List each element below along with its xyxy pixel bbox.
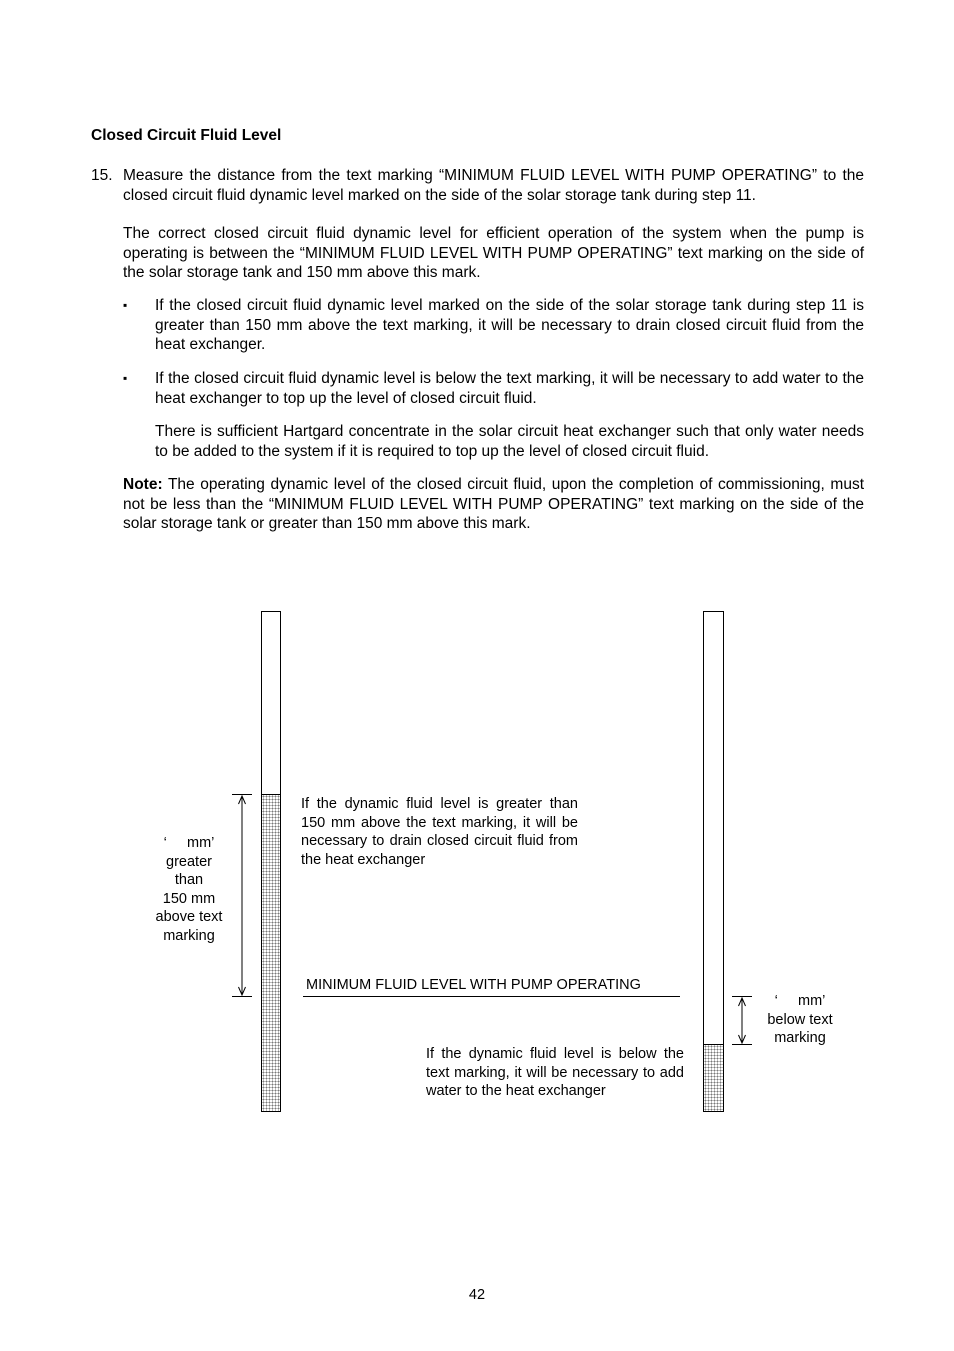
bullet-marker: ▪ — [123, 371, 128, 385]
left-dimension-label — [140, 834, 238, 946]
minimum-level-line — [303, 996, 680, 997]
right-dimension-label-line: marking — [774, 1030, 826, 1047]
section-heading: Closed Circuit Fluid Level — [91, 127, 282, 144]
right-dimension-label-line: below text — [767, 1011, 833, 1028]
minimum-level-marking-label: MINIMUM FLUID LEVEL WITH PUMP OPERATING — [306, 977, 641, 993]
bullet-drain-text: If the closed circuit fluid dynamic level marked on the side of the solar storage tank during step 11 is greater than 150 mm above the text marking, it will be necessary to drain closed circuit fluid from the heat exchanger. — [155, 297, 864, 353]
left-dimension-label-line: 150 mm — [162, 890, 216, 907]
bullet-followup-text: There is sufficient Hartgard concentrate in the solar circuit heat exchanger such that only water needs to be added to the system if it is required to top up the level of closed circuit fluid. — [155, 423, 864, 460]
correct-level-paragraph: The correct closed circuit fluid dynamic level for efficient operation of the system when the pump is operating is between the “MINIMUM FLUID LEVEL WITH PUMP OPERATING” text marking on the side of the solar storage tank and 150 mm above this mark. — [123, 225, 864, 281]
bullet-add-water-text: If the closed circuit fluid dynamic level is below the text marking, it will be necessary to add water to the heat exchanger to top up the level of closed circuit fluid. — [155, 370, 864, 407]
left-dimension-label-line: ‘ mm’ — [163, 835, 215, 851]
add-water-caption: If the dynamic fluid level is below the text marking, it will be necessary to add water to the heat exchanger — [426, 1046, 684, 1100]
left-dimension-label-line: greater — [166, 853, 212, 870]
step-instruction: Measure the distance from the text marking “MINIMUM FLUID LEVEL WITH PUMP OPERATING” to the closed circuit fluid dynamic level marked on the side of the solar storage tank during step 11. — [123, 167, 864, 204]
step-number: 15. — [91, 167, 113, 184]
left-dimension-label-line: above text — [155, 909, 223, 926]
note-text: The operating dynamic level of the closed circuit fluid, upon the completion of commissioning, must not be less than the “MINIMUM FLUID LEVEL WITH PUMP OPERATING” text marking on the side of the solar storage tank or greater than 150 mm above this mark. — [123, 476, 864, 532]
drain-caption: If the dynamic fluid level is greater than 150 mm above the text marking, it will be necessary to drain closed circuit fluid from the heat exchanger — [301, 796, 578, 868]
note-label: Note: — [123, 476, 163, 493]
right-dimension-label-line: ‘ mm’ — [774, 993, 826, 1009]
left-dimension-label-line: marking — [163, 927, 215, 944]
left-dimension-label-line: than — [174, 872, 204, 889]
right-dimension-label — [756, 992, 844, 1048]
bullet-marker: ▪ — [123, 298, 128, 312]
page-number: 42 — [468, 1287, 486, 1303]
